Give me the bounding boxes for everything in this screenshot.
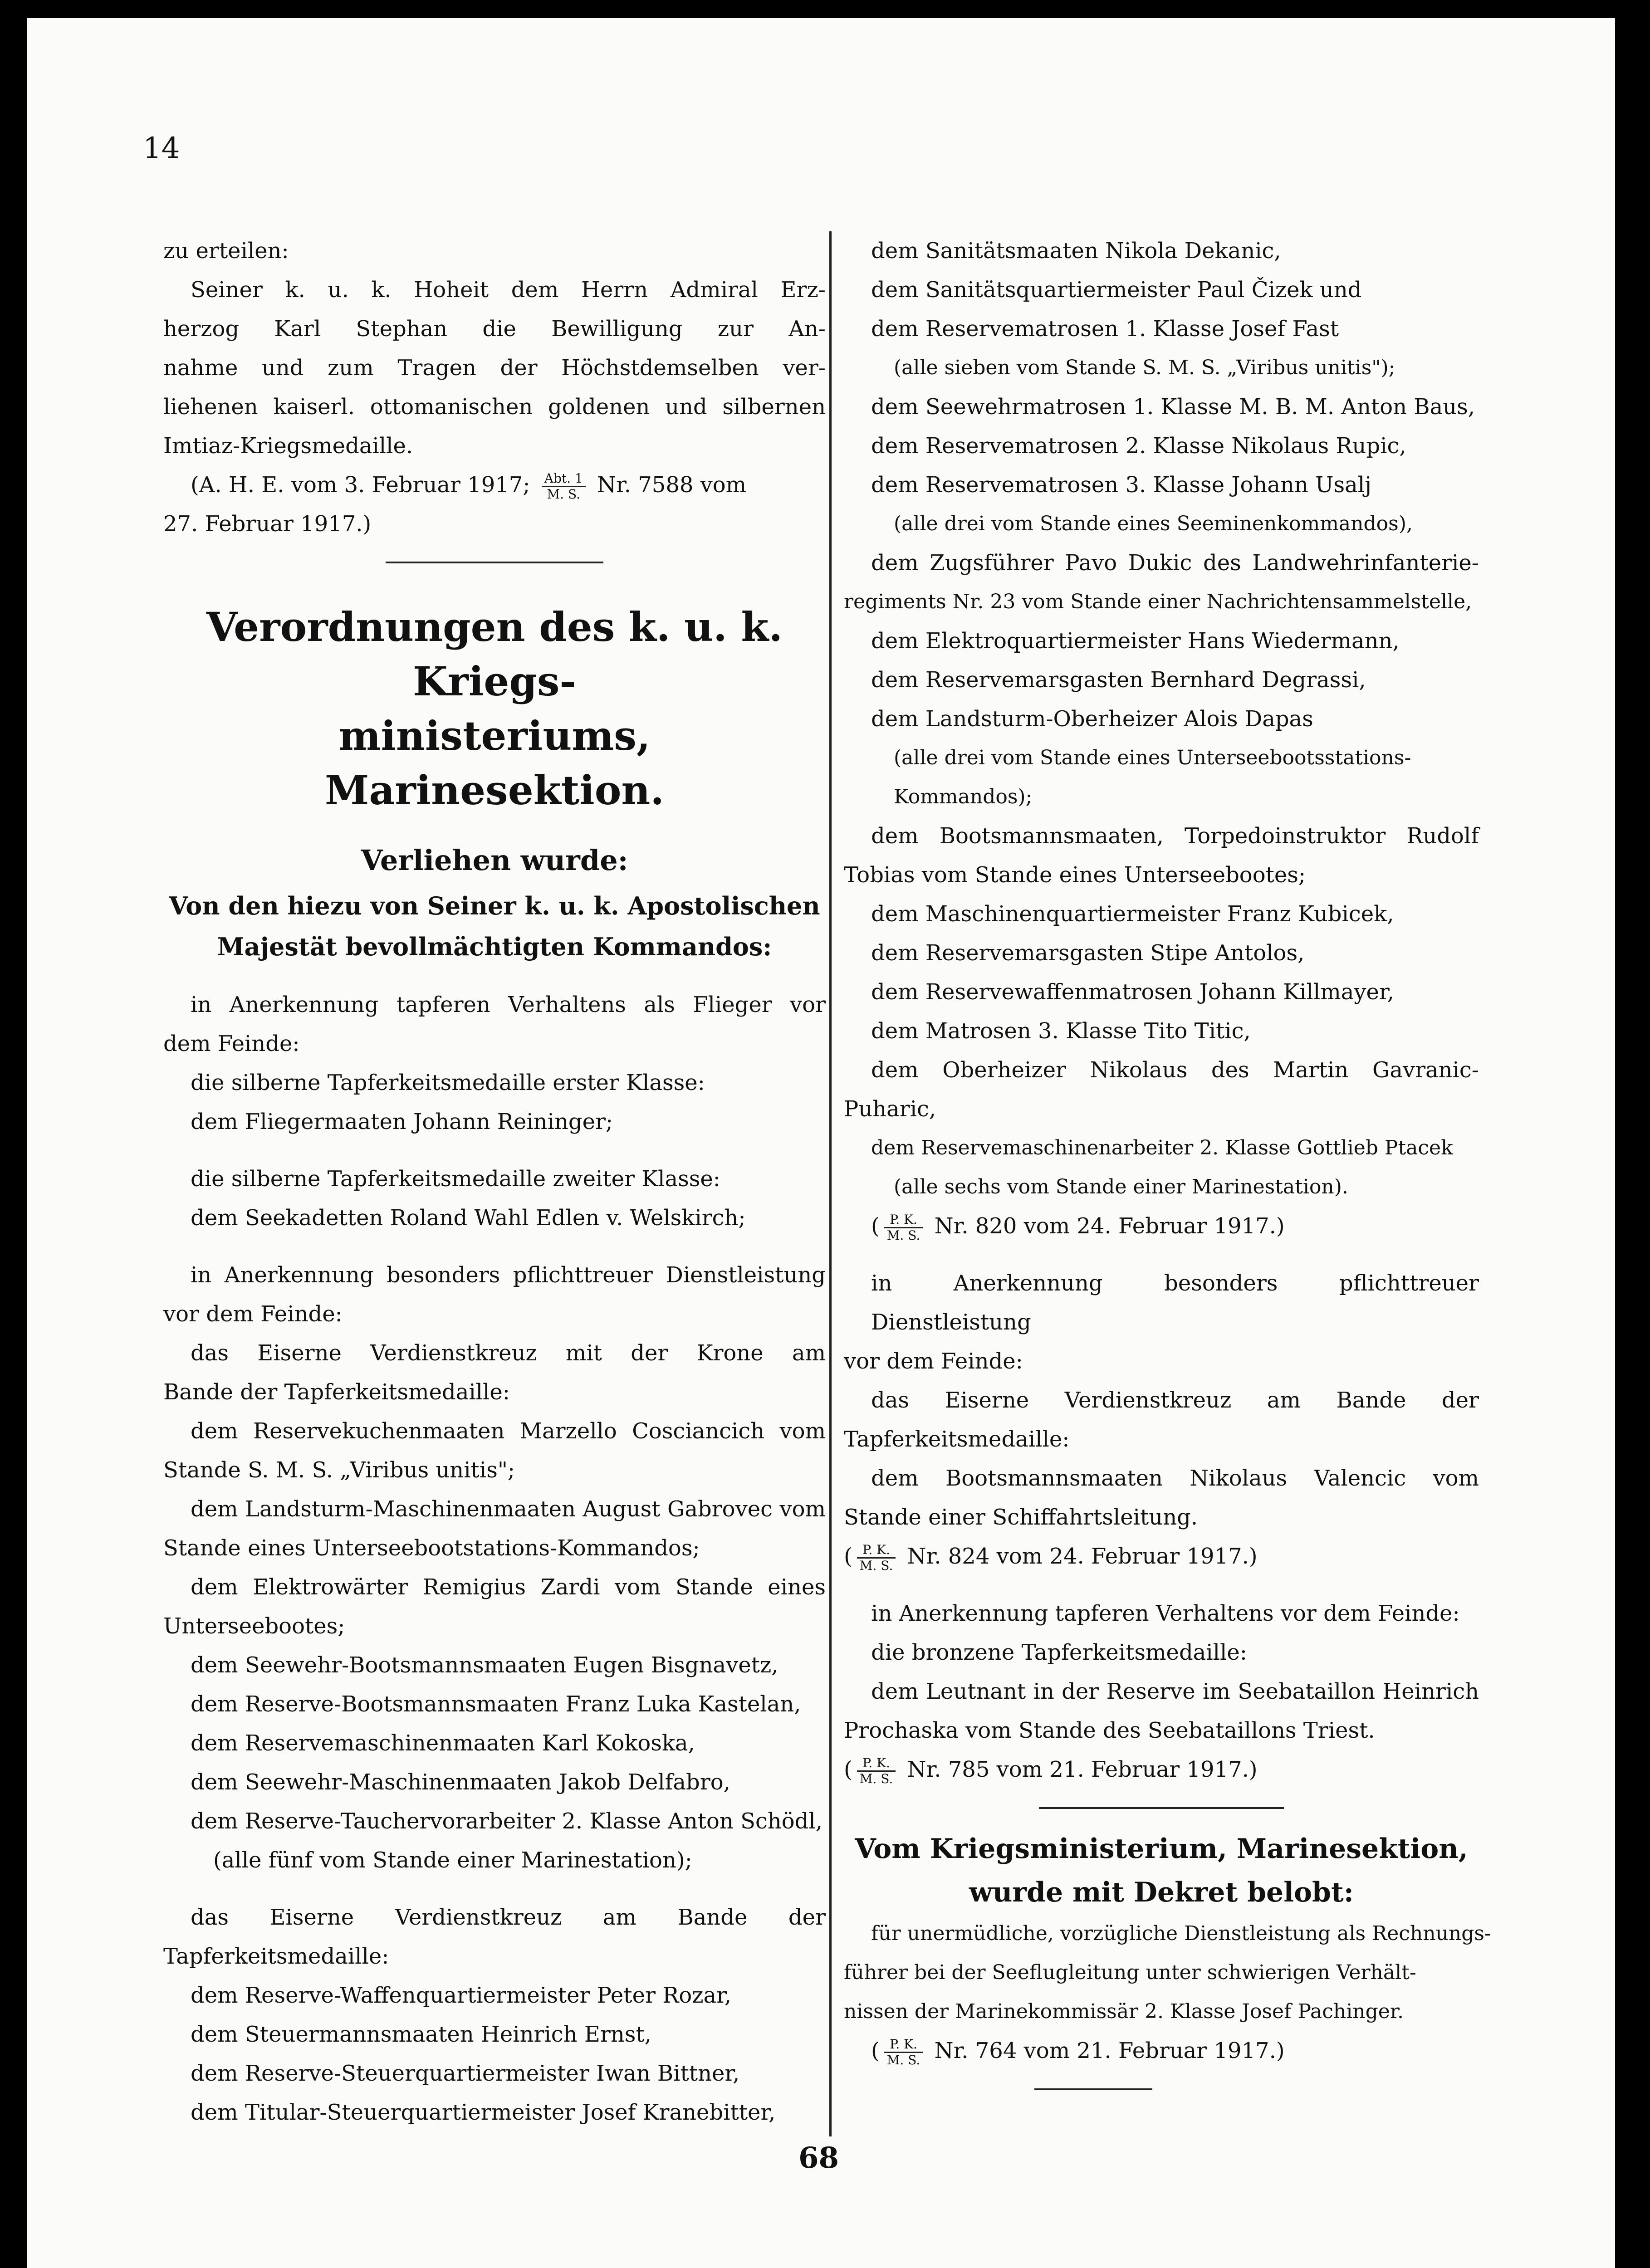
text-line: dem Reserve-Steuerquartiermeister Iwan Bittner, xyxy=(191,2061,740,2086)
text-line: herzog Karl Stephan die Bewilligung zur An- xyxy=(163,316,826,342)
citation-line: ( $\frac{P. K.}{M. S.}$ Nr. 824 vom 24. Februar 1917.) xyxy=(844,1542,1258,1573)
fraction-numerator: P. K. xyxy=(857,1543,896,1559)
right-column xyxy=(844,231,1491,2108)
text-line: die bronzene Tapferkeitsmedaille: xyxy=(871,1640,1247,1665)
divider xyxy=(386,562,603,563)
text-line: dem Reservemarsgasten Bernhard Degrassi, xyxy=(871,667,1366,693)
divider xyxy=(1034,2088,1152,2090)
fraction xyxy=(884,2037,923,2068)
text-line: Seiner k. u. k. Hoheit dem Herrn Admiral Erz- xyxy=(191,277,826,303)
fraction-numerator: P. K. xyxy=(884,2037,923,2053)
text-line: dem Reservekuchenmaaten Marzello Cosciancich vom xyxy=(191,1418,826,1444)
fraction-denominator: M. S. xyxy=(859,1771,893,1786)
text-line: dem Reservemarsgasten Stipe Antolos, xyxy=(871,940,1305,966)
text-line: dem Seewehrmatrosen 1. Klasse M. B. M. Anton Baus, xyxy=(871,394,1475,420)
text-line: in Anerkennung tapferen Verhaltens als Flieger vor xyxy=(191,992,826,1017)
text-line: Tapferkeitsmedaille: xyxy=(163,1944,389,1969)
text-line: dem Titular-Steuerquartiermeister Josef Kranebitter, xyxy=(191,2100,776,2125)
fraction-denominator: M. S. xyxy=(859,1558,893,1573)
text-line: dem Bootsmannsmaaten Nikolaus Valencic vom xyxy=(871,1466,1479,1491)
text-line: dem Seewehr-Maschinenmaaten Jakob Delfabro, xyxy=(191,1769,730,1795)
section-heading: Vom Kriegsministerium, Marinesektion, xyxy=(855,1833,1468,1865)
text-line: (alle sechs vom Stande einer Marinestation). xyxy=(894,1175,1348,1198)
citation-text: Nr. 824 vom 24. Februar 1917.) xyxy=(907,1544,1258,1569)
sub-heading: Verliehen wurde: xyxy=(361,844,628,877)
text-line: Stande eines Unterseebootstations-Kommandos; xyxy=(163,1535,700,1561)
text-line: in Anerkennung besonders pflichttreuer Dienstleistung xyxy=(191,1262,826,1288)
text-line: dem Landsturm-Oberheizer Alois Dapas xyxy=(871,706,1313,732)
fraction-denominator: M. S. xyxy=(547,487,581,502)
text-line: dem Reserve-Waffenquartiermeister Peter Rozar, xyxy=(191,1983,732,2008)
citation-text: Nr. 7588 vom xyxy=(597,472,747,498)
page-number: 14 xyxy=(143,132,180,165)
text-line: dem Reservematrosen 2. Klasse Nikolaus Rupic, xyxy=(871,433,1406,459)
text-line: in Anerkennung besonders pflichttreuer Dienstleistung xyxy=(871,1271,1479,1335)
text-line: dem Fliegermaaten Johann Reininger; xyxy=(191,1109,613,1134)
text-line: die silberne Tapferkeitsmedaille erster Klasse: xyxy=(191,1070,705,1095)
text-line: vor dem Feinde: xyxy=(163,1301,343,1327)
fraction xyxy=(884,1212,923,1243)
text-line: dem Sanitätsmaaten Nikola Dekanic, xyxy=(871,238,1281,264)
text-line: dem Matrosen 3. Klasse Tito Titic, xyxy=(871,1018,1251,1044)
sub-heading: Von den hiezu von Seiner k. u. k. Apostolischen xyxy=(169,891,820,920)
text-line: dem Reserve-Tauchervorarbeiter 2. Klasse Anton Schödl, xyxy=(191,1809,823,1834)
left-column xyxy=(163,231,826,2132)
citation-line: ( $\frac{P. K.}{M. S.}$ Nr. 820 vom 24. Februar 1917.) xyxy=(871,1212,1285,1243)
text-line: dem Maschinenquartiermeister Franz Kubicek, xyxy=(871,901,1394,927)
text-line: für unermüdliche, vorzügliche Dienstleistung als Rechnungs- xyxy=(871,1922,1491,1945)
citation-line: ( $\frac{P. K.}{M. S.}$ Nr. 764 vom 21. Februar 1917.) xyxy=(871,2037,1285,2068)
text-line: dem Bootsmannsmaaten, Torpedoinstruktor Rudolf xyxy=(871,823,1479,849)
citation-text: (A. H. E. vom 3. Februar 1917; xyxy=(191,472,530,498)
text-line: (alle drei vom Stande eines Unterseebootsstations- xyxy=(894,746,1411,769)
text-line: dem Sanitätsquartiermeister Paul Čizek und xyxy=(871,277,1362,303)
fraction-denominator: M. S. xyxy=(886,1228,920,1243)
text-line: das Eiserne Verdienstkreuz am Bande der xyxy=(191,1905,826,1930)
text-line: zu erteilen: xyxy=(163,238,289,264)
text-line: Prochaska vom Stande des Seebataillons Triest. xyxy=(844,1718,1375,1743)
text-line: die silberne Tapferkeitsmedaille zweiter Klasse: xyxy=(191,1166,720,1192)
text-line: dem Reservewaffenmatrosen Johann Killmayer, xyxy=(871,979,1394,1005)
text-line: dem Elektrowärter Remigius Zardi vom Stande eines xyxy=(191,1574,826,1600)
citation-line: ( $\frac{P. K.}{M. S.}$ Nr. 785 vom 21. Februar 1917.) xyxy=(844,1755,1258,1786)
text-line: (alle fünf vom Stande einer Marinestation); xyxy=(213,1848,692,1873)
text-line: dem Zugsführer Pavo Dukic des Landwehrinfanterie- xyxy=(871,550,1479,576)
fraction xyxy=(542,471,586,502)
text-line: (alle sieben vom Stande S. M. S. „Viribus unitis"); xyxy=(894,356,1395,379)
text-line: Stande einer Schiffahrtsleitung. xyxy=(844,1505,1198,1530)
text-line: Stande S. M. S. „Viribus unitis"; xyxy=(163,1457,515,1483)
text-line: dem Landsturm-Maschinenmaaten August Gabrovec vom xyxy=(191,1496,826,1522)
sub-heading: Majestät bevollmächtigten Kommandos: xyxy=(217,932,772,961)
column-rule xyxy=(829,231,832,2136)
text-line: Tapferkeitsmedaille: xyxy=(844,1427,1070,1452)
text-line: dem Reservemaschinenmaaten Karl Kokoska, xyxy=(191,1730,695,1756)
text-line: 27. Februar 1917.) xyxy=(163,511,372,537)
text-line: nahme und zum Tragen der Höchstdemselben ver- xyxy=(163,355,826,381)
text-line: Kommandos); xyxy=(894,785,1033,808)
text-line: (alle drei vom Stande eines Seeminenkommandos), xyxy=(894,512,1413,535)
text-line: das Eiserne Verdienstkreuz am Bande der xyxy=(871,1388,1479,1413)
text-line: dem Reservemaschinenarbeiter 2. Klasse Gottlieb Ptacek xyxy=(871,1136,1453,1159)
citation-text: Nr. 764 vom 21. Februar 1917.) xyxy=(934,2038,1285,2063)
footer-number: 68 xyxy=(798,2141,839,2175)
text-line: nissen der Marinekommissär 2. Klasse Josef Pachinger. xyxy=(844,2000,1404,2023)
text-line: dem Steuermannsmaaten Heinrich Ernst, xyxy=(191,2022,651,2047)
text-line: dem Elektroquartiermeister Hans Wiedermann, xyxy=(871,628,1400,654)
fraction-numerator: Abt. 1 xyxy=(542,471,586,487)
fraction xyxy=(857,1543,896,1573)
text-line: Imtiaz-Kriegsmedaille. xyxy=(163,433,413,459)
text-line: in Anerkennung tapferen Verhaltens vor dem Feinde: xyxy=(871,1601,1460,1626)
fraction-denominator: M. S. xyxy=(886,2053,920,2068)
text-line: dem Seekadetten Roland Wahl Edlen v. Welskirch; xyxy=(191,1205,746,1231)
fraction-numerator: P. K. xyxy=(857,1756,896,1772)
text-line: Bande der Tapferkeitsmedaille: xyxy=(163,1379,510,1405)
citation-line xyxy=(163,465,826,504)
text-line: dem Feinde: xyxy=(163,1031,300,1056)
citation-text: Nr. 820 vom 24. Februar 1917.) xyxy=(934,1213,1285,1239)
text-line: Puharic, xyxy=(844,1096,936,1122)
text-line: dem Reservematrosen 3. Klasse Johann Usalj xyxy=(871,472,1371,498)
text-line: führer bei der Seeflugleitung unter schwierigen Verhält- xyxy=(844,1961,1416,1984)
text-line: dem Oberheizer Nikolaus des Martin Gavranic- xyxy=(871,1057,1479,1083)
document-page xyxy=(27,18,1615,2268)
text-line: Unterseebootes; xyxy=(163,1613,345,1639)
text-line: dem Reservematrosen 1. Klasse Josef Fast xyxy=(871,316,1339,342)
text-line: Tobias vom Stande eines Unterseebootes; xyxy=(844,862,1306,888)
text-line: vor dem Feinde: xyxy=(844,1349,1023,1374)
text-line: das Eiserne Verdienstkreuz mit der Krone am xyxy=(191,1340,826,1366)
text-line: dem Reserve-Bootsmannsmaaten Franz Luka Kastelan, xyxy=(191,1691,801,1717)
citation-text: Nr. 785 vom 21. Februar 1917.) xyxy=(907,1757,1258,1782)
divider xyxy=(1039,1807,1284,1809)
section-heading: Verordnungen des k. u. k. Kriegs- xyxy=(206,603,783,705)
text-line: dem Seewehr-Bootsmannsmaaten Eugen Bisgnavetz, xyxy=(191,1652,778,1678)
text-line: liehenen kaiserl. ottomanischen goldenen und silbernen xyxy=(163,394,826,420)
text-line: regiments Nr. 23 vom Stande einer Nachrichtensammelstelle, xyxy=(844,590,1472,613)
section-heading: wurde mit Dekret belobt: xyxy=(969,1877,1354,1908)
text-line: dem Leutnant in der Reserve im Seebataillon Heinrich xyxy=(871,1679,1479,1704)
section-heading: ministeriums, Marinesektion. xyxy=(324,712,665,814)
fraction-numerator: P. K. xyxy=(884,1212,923,1228)
fraction xyxy=(857,1756,896,1786)
